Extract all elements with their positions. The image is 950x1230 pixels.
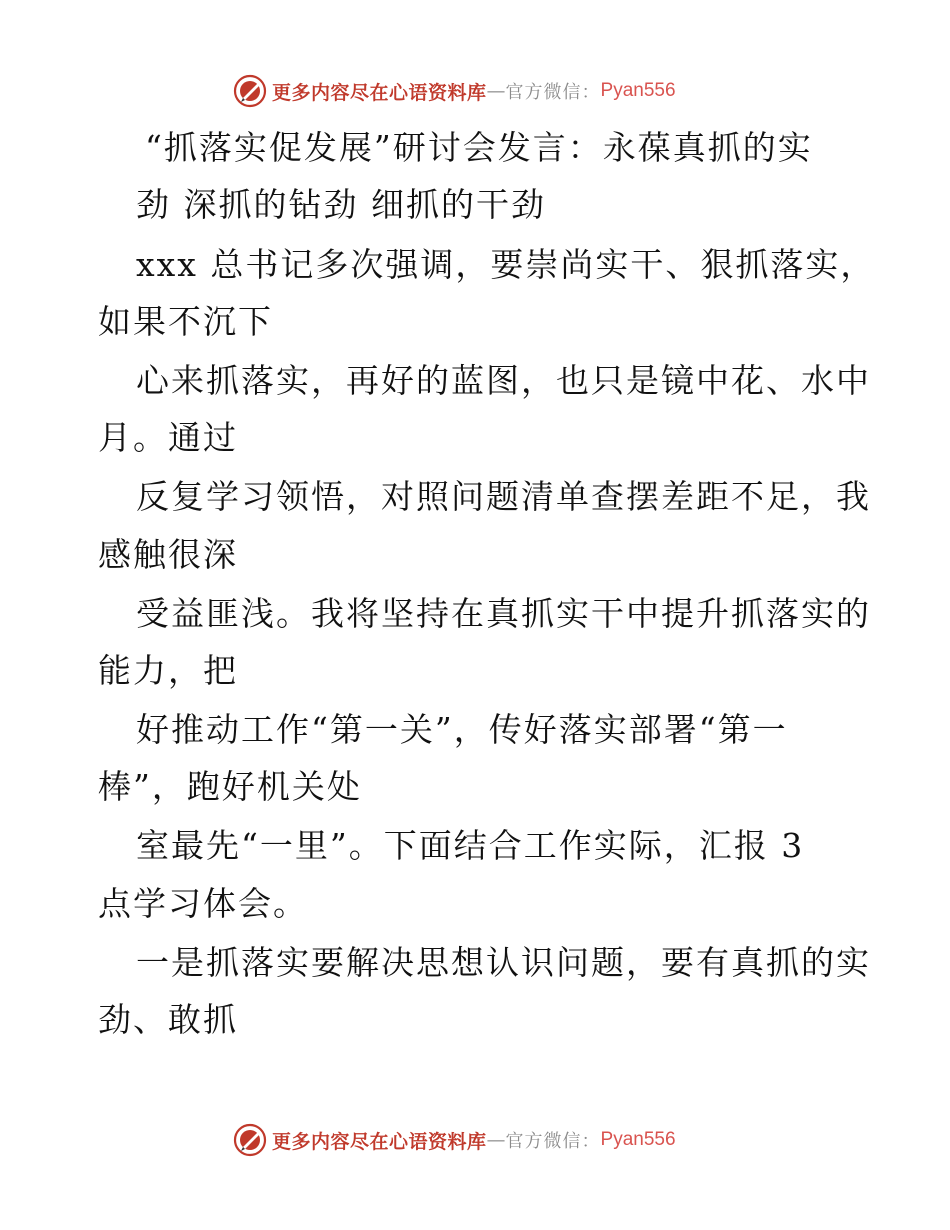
header-banner <box>0 70 950 114</box>
body-line: 反复学习领悟，对照问题清单查摆差距不足，我 <box>136 477 871 516</box>
banner-wechat-label: 官方微信： <box>505 82 601 103</box>
banner-wechat-id: Pyan556 <box>600 1129 676 1150</box>
body-line: 一是抓落实要解决思想认识问题，要有真抓的实 <box>136 943 871 982</box>
banner-wechat-label: 官方微信： <box>505 1131 601 1152</box>
body-line: 心来抓落实，再好的蓝图，也只是镜中花、水中 <box>136 361 871 400</box>
body-line: 感触很深 <box>98 535 238 574</box>
title-line-2: 劲 深抓的钻劲 细抓的干劲 <box>136 185 546 224</box>
header-banner-content <box>232 73 676 109</box>
pen-logo-icon <box>232 1122 268 1158</box>
title-line-1: “抓落实促发展”研讨会发言：永葆真抓的实 <box>145 128 813 167</box>
body-line: 能力，把 <box>98 651 238 690</box>
body-line: 点学习体会。 <box>98 884 308 923</box>
banner-dash: — <box>486 80 506 102</box>
body-line: 室最先“一里”。下面结合工作实际，汇报 3 <box>136 826 805 865</box>
banner-title: 更多内容尽在心语资料库 <box>272 81 487 104</box>
body-line: 月。通过 <box>98 418 238 457</box>
banner-title: 更多内容尽在心语资料库 <box>272 1130 487 1153</box>
body-line: 劲、敢抓 <box>98 1000 238 1039</box>
footer-banner-content <box>232 1122 676 1158</box>
footer-banner <box>0 1119 950 1163</box>
banner-wechat-id: Pyan556 <box>600 80 676 101</box>
pen-logo-icon <box>232 73 268 109</box>
banner-dash: — <box>486 1129 506 1151</box>
body-line: 棒”，跑好机关处 <box>98 767 362 806</box>
body-line: 好推动工作“第一关”，传好落实部署“第一 <box>136 710 788 749</box>
body-line: xxx 总书记多次强调，要崇尚实干、狠抓落实， <box>136 245 876 284</box>
body-line: 受益匪浅。我将坚持在真抓实干中提升抓落实的 <box>136 594 871 633</box>
body-line: 如果不沉下 <box>98 302 273 341</box>
